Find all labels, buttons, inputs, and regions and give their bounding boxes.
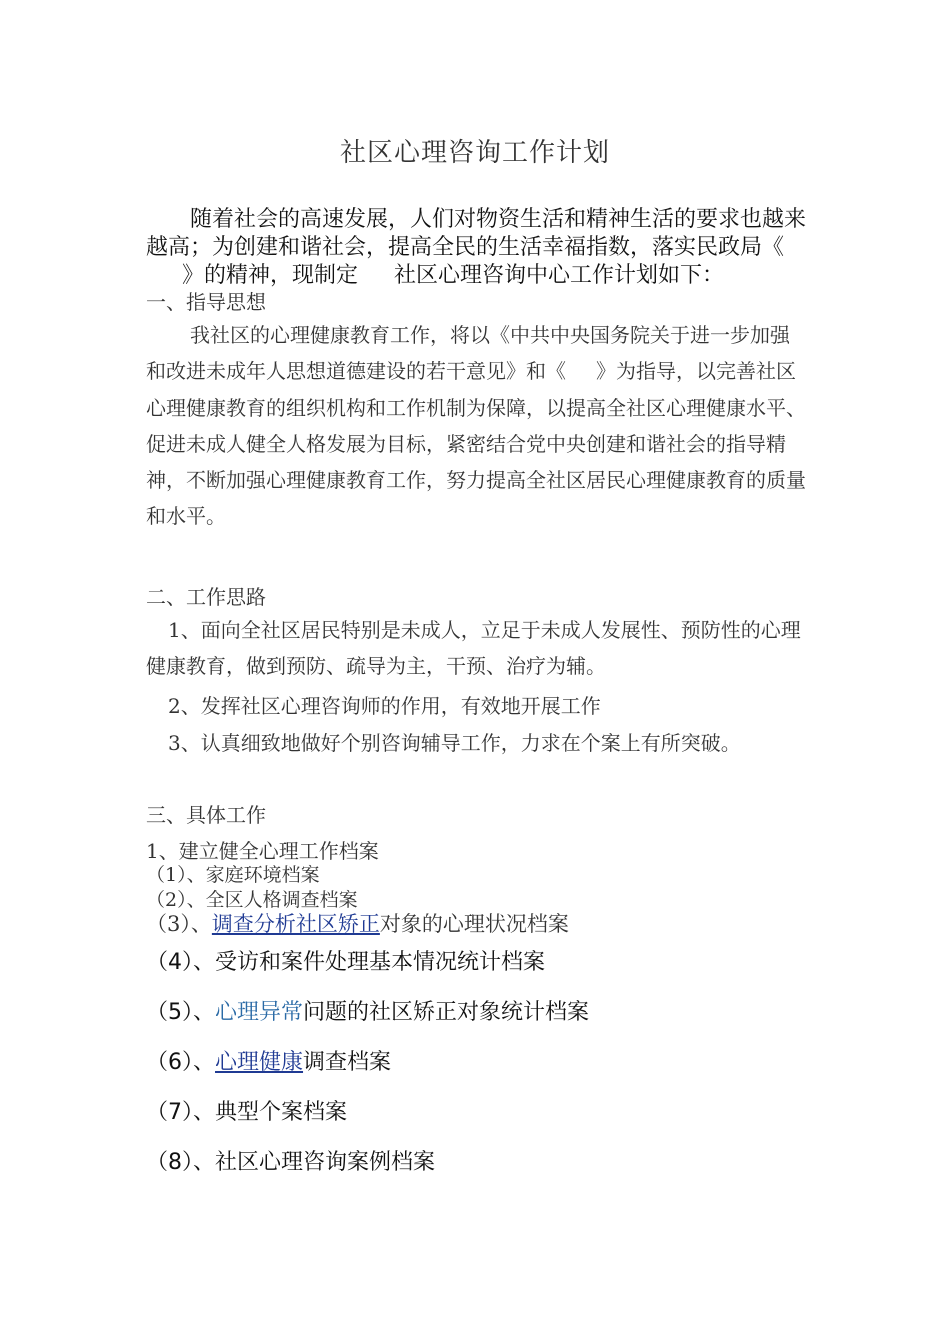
archive-item-7 xyxy=(146,1095,347,1126)
intro-text-2: 》的精神，现制定 xyxy=(182,263,359,288)
archive-item-5-highlight[interactable]: 心理异常 xyxy=(215,1000,304,1025)
archive-item-6-number: （6） xyxy=(146,1050,193,1075)
archive-item-2: （2）、全区人格调查档案 xyxy=(146,889,358,911)
specific-work-sub-1: 1、建立健全心理工作档案 xyxy=(146,839,379,863)
section-heading-specific-work: 三、具体工作 xyxy=(146,803,266,827)
archive-item-5-text: 问题的社区矫正对象统计档案 xyxy=(303,1000,590,1025)
archive-item-5-sep: 、 xyxy=(193,1000,216,1025)
intro-text-1: 随着社会的高速发展，人们对物资生活和精神生活的要求也越来越高；为创建和谐社会，提高全民的生活幸福指数，落实民政局《 xyxy=(146,207,807,260)
section-heading-guiding-thought: 一、指导思想 xyxy=(146,290,266,314)
archive-item-5-number: （5） xyxy=(146,1000,193,1025)
archive-item-8-number: （8） xyxy=(146,1150,193,1175)
archive-item-4 xyxy=(146,945,545,976)
archive-item-4-text: 、受访和案件处理基本情况统计档案 xyxy=(193,950,546,975)
guiding-thought-text-a: 我社区的心理健康教育工作，将以《中共中央国务院关于进一步加强和改进未成年人思想道德建设的若干意见》和《 xyxy=(146,323,790,384)
work-approach-item-3: 3、认真细致地做好个别咨询辅导工作，力求在个案上有所突破。 xyxy=(168,731,741,755)
archive-item-6 xyxy=(146,1045,391,1076)
archive-item-3-link[interactable]: 调查分析社区矫正 xyxy=(211,912,380,936)
archive-item-5 xyxy=(146,995,589,1026)
archive-item-3-prefix: （3）、 xyxy=(146,912,212,936)
intro-text-3: 社区心理咨询中心工作计划如下： xyxy=(394,263,725,288)
archive-item-6-link[interactable]: 心理健康 xyxy=(215,1050,304,1075)
archive-item-6-sep: 、 xyxy=(193,1050,216,1075)
archive-item-6-text: 调查档案 xyxy=(303,1050,392,1075)
intro-paragraph xyxy=(146,206,806,290)
guiding-thought-text-b: 》为指导，以完善社区心理健康教育的组织机构和工作机制为保障，以提高全社区心理健康水平、促进未成人健全人格发展为目标，紧密结合党中央创建和谐社会的指导精神，不断加强心理健康教育工作，努力提高全社区居民心理健康教育的质量和水平。 xyxy=(146,359,806,529)
archive-item-3-suffix: 对象的心理状况档案 xyxy=(379,912,569,936)
archive-item-3 xyxy=(146,908,569,938)
work-approach-item-2: 2、发挥社区心理咨询师的作用，有效地开展工作 xyxy=(168,694,601,718)
archive-item-8-text: 、社区心理咨询案例档案 xyxy=(193,1150,436,1175)
document-title: 社区心理咨询工作计划 xyxy=(339,138,610,168)
archive-item-4-number: （4） xyxy=(146,950,193,975)
guiding-thought-paragraph xyxy=(146,317,808,535)
archive-item-8 xyxy=(146,1145,435,1176)
archive-item-7-number: （7） xyxy=(146,1100,193,1125)
section-heading-work-approach: 二、工作思路 xyxy=(146,585,266,609)
work-approach-item-1: 1、面向全社区居民特别是未成人，立足于未成人发展性、预防性的心理健康教育，做到预防、疏导为主，干预、治疗为辅。 xyxy=(146,618,801,679)
archive-item-7-text: 、典型个案档案 xyxy=(193,1100,348,1125)
archive-item-1: （1）、家庭环境档案 xyxy=(146,864,320,886)
